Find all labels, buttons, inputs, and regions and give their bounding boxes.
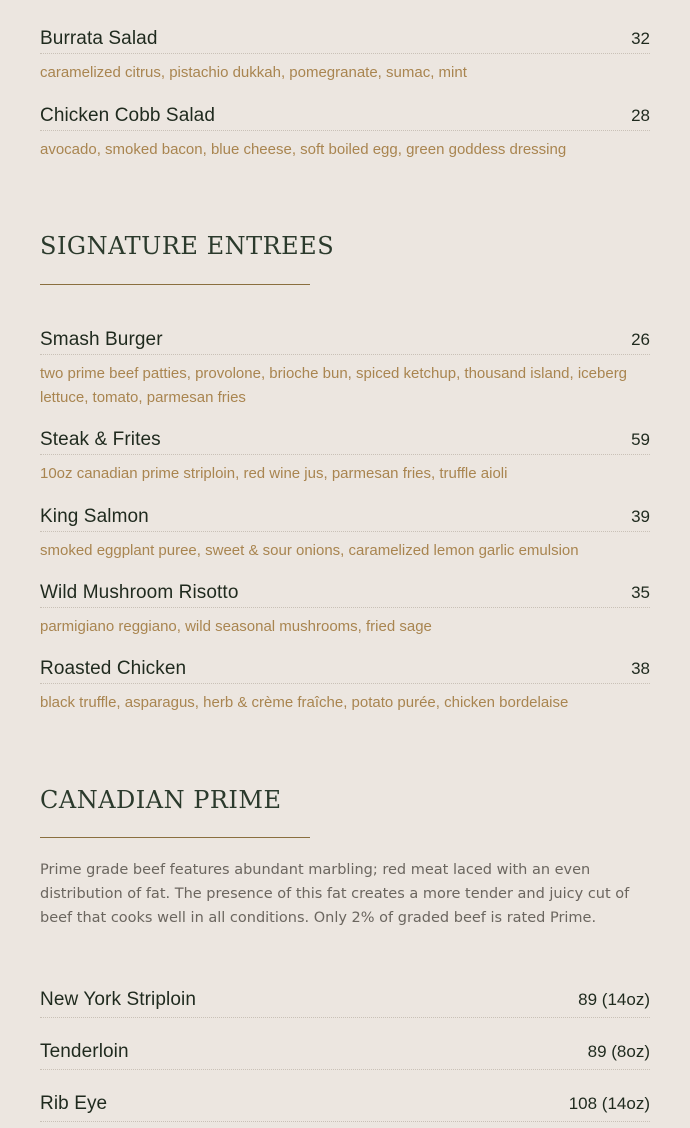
menu-item-name: Burrata Salad [40, 28, 158, 49]
menu-item-name: Rib Eye [40, 1093, 108, 1114]
menu-item-price: 32 [631, 29, 650, 48]
section-divider [40, 284, 310, 285]
menu-item-price: 28 [631, 106, 650, 125]
menu-item-name: Tenderloin [40, 1041, 129, 1062]
menu-item-name: Roasted Chicken [40, 658, 187, 679]
menu-item-wild-mushroom-risotto [40, 582, 650, 639]
section-title-signature-entrees: SIGNATURE ENTREES [40, 232, 335, 260]
menu-item-burrata-salad [40, 28, 650, 85]
menu-item-name: Wild Mushroom Risotto [40, 582, 239, 603]
menu-item-header [40, 506, 650, 532]
menu-item-name: Chicken Cobb Salad [40, 105, 216, 126]
menu-item-description: 10oz canadian prime striploin, red wine jus, parmesan fries, truffle aioli [40, 465, 508, 482]
menu-item-new-york-striploin [40, 989, 650, 1018]
menu-item-header [40, 1093, 650, 1122]
menu-item-king-salmon [40, 506, 650, 563]
menu-item-price: 38 [631, 659, 650, 678]
menu-item-roasted-chicken [40, 658, 650, 715]
menu-item-description: avocado, smoked bacon, blue cheese, soft boiled egg, green goddess dressing [40, 141, 567, 158]
menu-item-price: 26 [631, 330, 650, 349]
menu-item-description: smoked eggplant puree, sweet & sour onions, caramelized lemon garlic emulsion [40, 542, 579, 559]
menu-item-description: two prime beef patties, provolone, brioche bun, spiced ketchup, thousand island, iceberg lettuce, tomato, parmesan fries [40, 365, 628, 406]
menu-item-rib-eye [40, 1093, 650, 1122]
menu-item-price: 35 [631, 583, 650, 602]
menu-item-tenderloin [40, 1041, 650, 1070]
menu-item-steak-frites [40, 429, 650, 486]
menu-item-description: parmigiano reggiano, wild seasonal mushrooms, fried sage [40, 618, 432, 635]
section-title-canadian-prime: CANADIAN PRIME [40, 786, 282, 814]
menu-item-header [40, 989, 650, 1018]
menu-item-name: Steak & Frites [40, 429, 161, 450]
menu-item-header [40, 658, 650, 684]
menu-item-header [40, 329, 650, 355]
menu-item-description: caramelized citrus, pistachio dukkah, pomegranate, sumac, mint [40, 64, 467, 81]
menu-item-header [40, 429, 650, 455]
menu-item-name: Smash Burger [40, 329, 163, 350]
menu-item-description: black truffle, asparagus, herb & crème fraîche, potato purée, chicken bordelaise [40, 694, 569, 711]
menu-item-name: New York Striploin [40, 989, 196, 1010]
section-divider [40, 837, 310, 838]
menu-item-price: 108 (14oz) [568, 1094, 650, 1113]
menu-item-header [40, 105, 650, 131]
menu-item-price: 89 (8oz) [587, 1042, 650, 1061]
menu-item-smash-burger [40, 329, 650, 410]
menu-item-name: King Salmon [40, 506, 149, 527]
menu-item-price: 39 [631, 507, 650, 526]
menu-item-header [40, 582, 650, 608]
menu-item-chicken-cobb-salad [40, 105, 650, 162]
menu-item-header [40, 1041, 650, 1070]
menu-item-price: 89 (14oz) [578, 990, 650, 1009]
menu-item-header [40, 28, 650, 54]
section-intro-text: Prime grade beef features abundant marbling; red meat laced with an even distribution of fat. The presence of this fat creates a more tender and juicy cut of beef that cooks well in all conditions. Only 2% of graded beef is rated Prime. [40, 862, 630, 926]
menu-item-price: 59 [631, 430, 650, 449]
